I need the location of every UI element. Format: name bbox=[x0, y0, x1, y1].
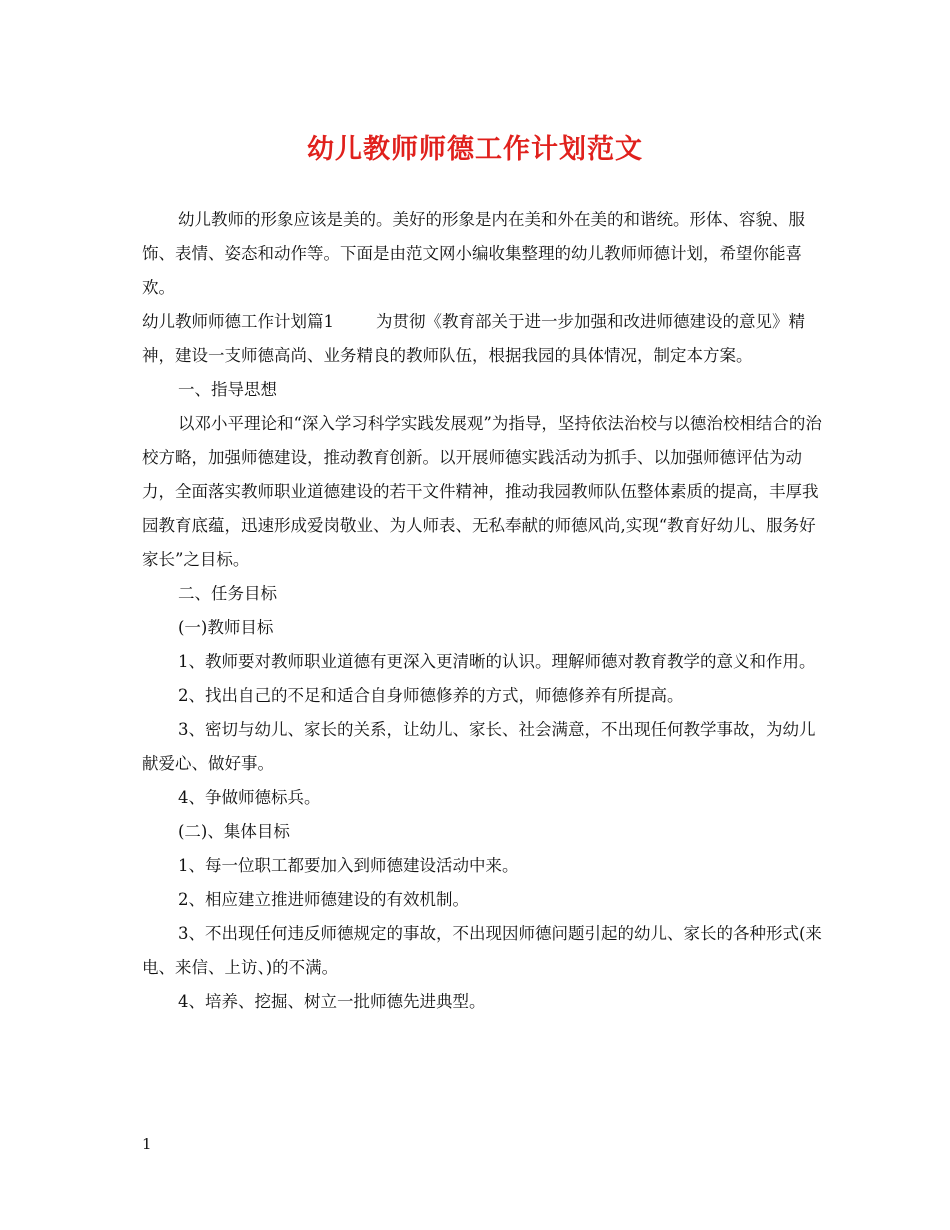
list-item: 3、密切与幼儿、家长的关系，让幼儿、家长、社会满意，不出现任何教学事故，为幼儿献爱心、做好事。 bbox=[142, 720, 816, 773]
document-title: 幼儿教师师德工作计划范文 bbox=[307, 134, 643, 165]
list-item: 1、每一位职工都要加入到师德建设活动中来。 bbox=[178, 856, 519, 875]
paragraph-guiding-ideology: 以邓小平理论和“深入学习科学实践发展观”为指导，坚持依法治校与以德治校相结合的治校方略，加强师德建设，推动教育创新。以开展师德实践活动为抓手、以加强师德评估为动力，全面落实教师职业道德建设的若干文件精神，推动我园教师队伍整体素质的提高，丰厚我园教育底蕴，迅速形成爱岗敬业、为人师表、无私奉献的师德风尚,实现“教育好幼儿、服务好家长”之目标。 bbox=[142, 414, 822, 569]
document-body bbox=[142, 203, 822, 1019]
list-item: 1、教师要对教师职业道德有更深入更清晰的认识。理解师德对教育教学的意义和作用。 bbox=[178, 652, 816, 671]
section-lead: 幼儿教师师德工作计划篇1 bbox=[142, 312, 334, 331]
list-item: 2、相应建立推进师德建设的有效机制。 bbox=[178, 890, 469, 909]
list-item: 3、不出现任何违反师德规定的事故，不出现因师德问题引起的幼儿、家长的各种形式(来电、来信、上访、)的不满。 bbox=[142, 924, 822, 977]
page-number: 1 bbox=[142, 1135, 152, 1153]
intro-paragraph: 幼儿教师的形象应该是美的。美好的形象是内在美和外在美的和谐统。形体、容貌、服饰、表情、姿态和动作等。下面是由范文网小编收集整理的幼儿教师师德计划，希望你能喜欢。 bbox=[142, 210, 805, 297]
section-paragraph bbox=[142, 305, 822, 373]
heading-collective-goals: (二)、集体目标 bbox=[178, 822, 290, 841]
section-text: 为贯彻《教育部关于进一步加强和改进师德建设的意见》精神，建设一支师德高尚、业务精良的教师队伍，根据我园的具体情况，制定本方案。 bbox=[142, 312, 805, 365]
list-item: 4、争做师德标兵。 bbox=[178, 788, 321, 807]
list-item: 4、培养、挖掘、树立一批师德先进典型。 bbox=[178, 992, 486, 1011]
heading-guiding-ideology: 一、指导思想 bbox=[178, 380, 277, 399]
heading-teacher-goals: (一)教师目标 bbox=[178, 618, 274, 637]
list-item: 2、找出自己的不足和适合自身师德修养的方式，师德修养有所提高。 bbox=[178, 686, 684, 705]
heading-task-goals: 二、任务目标 bbox=[178, 584, 277, 603]
